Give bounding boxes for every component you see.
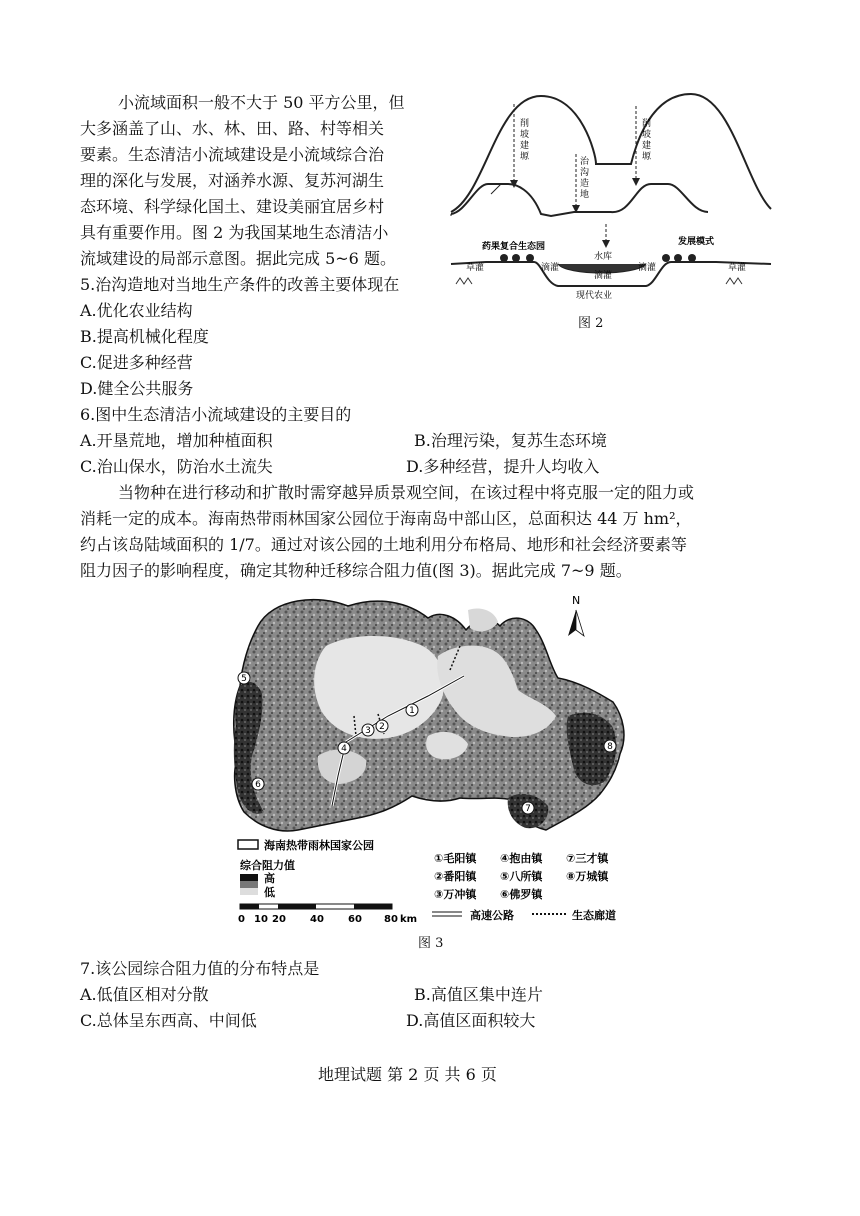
marker-3: 3 bbox=[365, 726, 371, 736]
town-4: ④抱由镇 bbox=[500, 852, 543, 865]
figure-2-caption: 图 2 bbox=[578, 316, 604, 331]
town-7: ⑦三才镇 bbox=[566, 852, 609, 865]
town-1: ①毛阳镇 bbox=[434, 852, 477, 865]
marker-8: 8 bbox=[607, 742, 613, 752]
option-c: C.治山保水，防治水土流失 bbox=[80, 457, 273, 476]
intro1-line: 理的深化与发展，对涵养水源、复苏河湖生 bbox=[80, 171, 385, 190]
option-a: A.低值区相对分散 bbox=[80, 985, 209, 1004]
gully-label: 治沟造地 bbox=[580, 157, 590, 200]
intro1-line: 流域建设的局部示意图。据此完成 5~6 题。 bbox=[80, 249, 396, 268]
option-a: A.优化农业结构 bbox=[80, 301, 193, 320]
legend-low: 低 bbox=[264, 886, 275, 899]
legend-corridor: 生态廊道 bbox=[572, 909, 616, 922]
option-b: B.高值区集中连片 bbox=[414, 985, 543, 1004]
intro1-line: 大多涵盖了山、水、林、田、路、村等相关 bbox=[80, 119, 385, 138]
town-8: ⑧万城镇 bbox=[566, 870, 609, 883]
intro2-line: 消耗一定的成本。海南热带雨林国家公园位于海南岛中部山区，总面积达 44 万 hm²， bbox=[80, 509, 692, 528]
modern-ag-label: 现代农业 bbox=[576, 291, 613, 301]
cut-slope-label-right: 削坡建塬 bbox=[642, 119, 652, 162]
question-stem: 7.该公园综合阻力值的分布特点是 bbox=[80, 959, 320, 978]
page-footer: 地理试题 第 2 页 共 6 页 bbox=[318, 1065, 497, 1084]
option-c: C.总体呈东西高、中间低 bbox=[80, 1011, 257, 1030]
marker-4: 4 bbox=[341, 744, 347, 754]
intro2-line: 当物种在进行移动和扩散时需穿越异质景观空间，在该过程中将克服一定的阻力或 bbox=[118, 483, 695, 502]
town-6: ⑥佛罗镇 bbox=[500, 888, 543, 901]
drip-label-bottom: 滴灌 bbox=[594, 271, 613, 281]
marker-7: 7 bbox=[525, 804, 531, 814]
scale-tick: 80 bbox=[384, 914, 398, 925]
scale-tick: 0 bbox=[238, 914, 245, 925]
option-d: D.多种经营，提升人均收入 bbox=[406, 457, 600, 476]
intro1-line: 要素。生态清洁小流域建设是小流域综合治 bbox=[80, 145, 385, 164]
town-2: ②番阳镇 bbox=[434, 870, 477, 883]
grass-label-left: 草灌 bbox=[466, 263, 485, 273]
option-a: A.开垦荒地，增加种植面积 bbox=[80, 431, 273, 450]
scale-tick: 60 bbox=[348, 914, 362, 925]
scale-unit: km bbox=[400, 914, 418, 925]
legend-park: 海南热带雨林国家公园 bbox=[264, 839, 374, 852]
resistance-map bbox=[228, 586, 648, 926]
intro1-line: 态环境、科学绿化国土、建设美丽宜居乡村 bbox=[80, 197, 385, 216]
intro1-line: 小流域面积一般不大于 50 平方公里，但 bbox=[118, 93, 405, 112]
marker-6: 6 bbox=[255, 780, 261, 790]
scale-tick: 40 bbox=[310, 914, 324, 925]
option-d: D.高值区面积较大 bbox=[406, 1011, 536, 1030]
reservoir-label: 水库 bbox=[594, 252, 613, 262]
marker-1: 1 bbox=[409, 706, 415, 716]
orchard-label: 药果复合生态园 bbox=[482, 242, 546, 252]
north-label: N bbox=[572, 594, 581, 607]
town-3: ③万冲镇 bbox=[434, 888, 477, 901]
option-c: C.促进多种经营 bbox=[80, 353, 193, 372]
legend-highway: 高速公路 bbox=[470, 909, 514, 922]
marker-5: 5 bbox=[241, 674, 247, 684]
option-d: D.健全公共服务 bbox=[80, 379, 194, 398]
drip-label-right: 滴灌 bbox=[638, 263, 657, 273]
drip-label-left: 滴灌 bbox=[541, 263, 560, 273]
intro2-line: 约占该岛陆域面积的 1/7。通过对该公园的土地利用分布格局、地形和社会经济要素等 bbox=[80, 535, 687, 554]
intro2-line: 阻力因子的影响程度，确定其物种迁移综合阻力值(图 3)。据此完成 7~9 题。 bbox=[80, 561, 632, 580]
legend-resistance-title: 综合阻力值 bbox=[240, 859, 295, 872]
option-b: B.治理污染，复苏生态环境 bbox=[414, 431, 607, 450]
figure-3-caption: 图 3 bbox=[418, 936, 444, 951]
marker-2: 2 bbox=[379, 722, 385, 732]
grass-label-right: 草灌 bbox=[728, 263, 747, 273]
scale-tick: 20 bbox=[272, 914, 286, 925]
north-arrow-icon bbox=[568, 610, 576, 636]
option-b: B.提高机械化程度 bbox=[80, 327, 209, 346]
cut-slope-label-left: 削坡建塬 bbox=[520, 119, 530, 162]
figure-2-diagram bbox=[446, 84, 776, 314]
watershed-diagram bbox=[446, 84, 776, 314]
legend-high: 高 bbox=[264, 872, 275, 885]
scale-tick: 10 bbox=[254, 914, 268, 925]
town-5: ⑤八所镇 bbox=[500, 870, 543, 883]
question-stem: 5.治沟造地对当地生产条件的改善主要体现在 bbox=[80, 275, 400, 294]
legend-high-swatch bbox=[240, 874, 258, 881]
intro1-line: 具有重要作用。图 2 为我国某地生态清洁小 bbox=[80, 223, 389, 242]
question-stem: 6.图中生态清洁小流域建设的主要目的 bbox=[80, 405, 352, 424]
figure-3-map bbox=[228, 586, 648, 926]
dev-mode-label: 发展模式 bbox=[678, 237, 715, 247]
